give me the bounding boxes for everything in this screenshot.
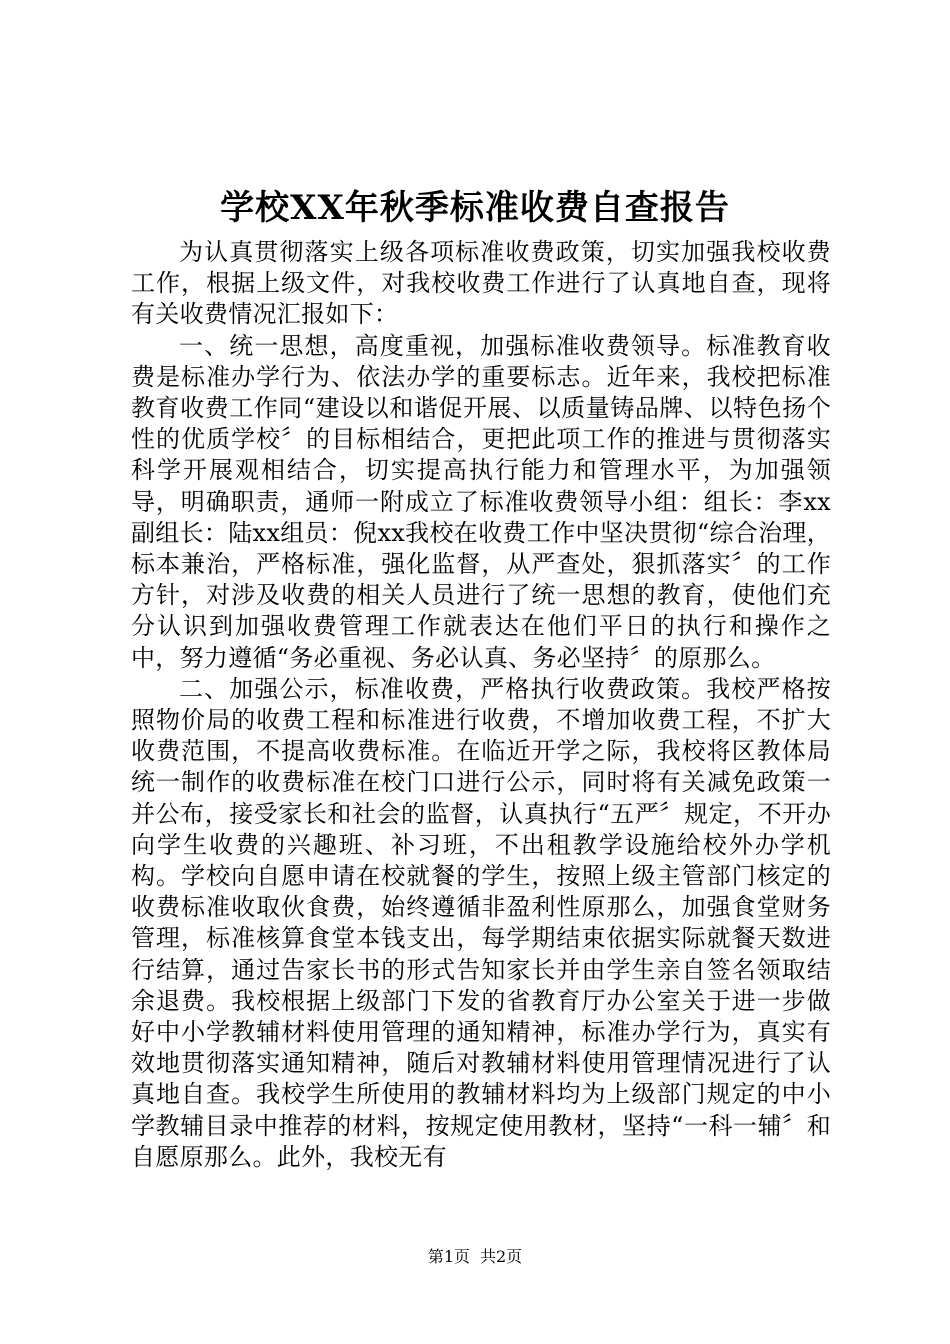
paragraph-intro: 为认真贯彻落实上级各项标准收费政策，切实加强我校收费工作，根据上级文件，对我校收费工作进行了认真地自查，现将有关收费情况汇报如下： [131, 238, 831, 329]
page-footer [0, 1246, 950, 1268]
page-number-current: 第1页 [427, 1247, 470, 1266]
document-title: 学校XX年秋季标准收费自查报告 [220, 188, 730, 228]
paragraph-section-1: 一、统一思想，高度重视，加强标准收费领导。标准教育收费是标准办学行为、依法办学的重要标志。近年来，我校把标准教育收费工作同“建设以和谐促开展、以质量铸品牌、以特色扬个性的优质学校〞的目标相结合，更把此项工作的推进与贯彻落实科学开展观相结合，切实提高执行能力和管理水平，为加强领导，明确职责，通师一附成立了标准收费领导小组：组长：李xx副组长：陆xx组员：倪xx我校在收费工作中坚决贯彻“综合治理，标本兼治，严格标准，强化监督，从严查处，狠抓落实〞的工作方针，对涉及收费的相关人员进行了统一思想的教育，使他们充分认识到加强收费管理工作就表达在他们平日的执行和操作之中，努力遵循“务必重视、务必认真、务必坚持〞的原那么。 [131, 331, 831, 672]
document-body [131, 237, 831, 1173]
paragraph-section-2: 二、加强公示，标准收费，严格执行收费政策。我校严格按照物价局的收费工程和标准进行收费，不增加收费工程，不扩大收费范围，不提高收费标准。在临近开学之际，我校将区教体局统一制作的收费标准在校门口进行公示，同时将有关减免政策一并公布，接受家长和社会的监督，认真执行“五严〞规定，不开办向学生收费的兴趣班、补习班，不出租教学设施给校外办学机构。学校向自愿申请在校就餐的学生，按照上级主管部门核定的收费标准收取伙食费，始终遵循非盈利性原那么，加强食堂财务管理，标准核算食堂本钱支出，每学期结束依据实际就餐天数进行结算，通过告家长书的形式告知家长并由学生亲自签名领取结余退费。我校根据上级部门下发的省教育厅办公室关于进一步做好中小学教辅材料使用管理的通知精神，标准办学行为，真实有效地贯彻落实通知精神，随后对教辅材料使用管理情况进行了认真地自查。我校学生所使用的教辅材料均为上级部门规定的中小学教辅目录中推荐的材料，按规定使用教材，坚持“一科一辅〞和自愿原那么。此外，我校无有 [131, 674, 831, 1171]
page-number-total: 共2页 [480, 1247, 523, 1266]
